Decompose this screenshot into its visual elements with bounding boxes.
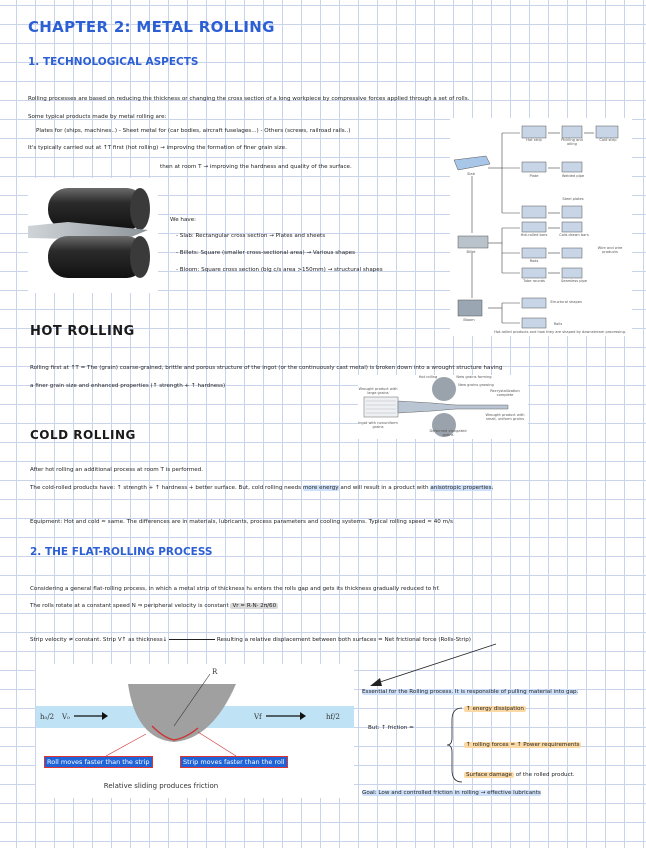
friction-figure [36,664,354,798]
flow-label-hot-strip: Hot strip [526,138,542,142]
fig-hf-label: hf/2 [326,713,340,721]
energy-dissipation [464,705,526,713]
strip-faster-label: Strip moves faster than the roll [180,756,288,768]
hot-rolling-heading: HOT ROLLING [30,324,135,339]
goal-text: Goal: Low and controlled friction in rolling → effective lubricants [362,790,541,796]
cold-line-3: Equipment: Hot and cold ≈ same. The differences are in materials, lubricants, process parameters and cooling systems. Typical rolling speed ≈ 40 m/s [30,519,453,525]
flow-label-structural: Structural shapes [550,300,582,304]
flow-label-seamless-pipe: Seamless pipe [560,279,588,283]
grain-label-new-growing: New grains growing [458,383,494,387]
but-friction-label: But: ↑ friction = [368,725,414,731]
flow-label-welded-pipe: Welded pipe [561,174,585,178]
s2-line-3-a: Strip velocity ≠ constant. Strip V↑ as thickness↓ [30,637,168,643]
roll-faster-label: Roll moves faster than the strip [44,756,153,768]
flow-label-rods: Rods [529,259,539,263]
grain-label-new-forming: New grains forming [456,375,492,379]
fig-v0-label: V₀ [62,713,70,721]
flow-label-wire: Wire and wire products [597,246,623,254]
flow-label-tube-rounds: Tube rounds [523,279,545,283]
s1-line-2: Some typical products made by metal rolling are: [28,114,167,120]
cold-line-2 [30,484,493,492]
cold-rolling-heading: COLD ROLLING [30,428,136,442]
anisotropic-highlight: anisotropic properties. [430,485,494,491]
flow-label-billet: Billet [466,250,476,254]
hot-rolling-grain-figure [358,375,528,439]
bullet-slab: - Slab: Rectangular cross section → Plates and sheets [176,233,326,239]
flow-label-cold-drawn-bars: Cold-drawn bars [559,233,589,237]
bullet-bloom: - Bloom: Square cross section (big c/s area >150mm) → structural shapes [176,267,383,273]
goal-note [362,789,541,797]
fig-radius-label: R [212,668,218,676]
bullet-billets: - Billets: Square (smaller cross-sectional area) → Various shapes [176,250,356,256]
friction-figure-caption: Relative sliding produces friction [103,782,219,790]
flow-label-cold-strip: Cold strip [599,138,617,142]
flow-label-hot-rolled-bars: Hot-rolled bars [520,233,548,237]
more-energy-highlight: more energy [302,485,339,491]
hot-line-1: Rolling first at ↑T = The (grain) coarse-grained, brittle and porous structure of the ingot (or the continuously cast metal) is broken down into a wrought structure having [30,365,503,371]
flow-label-pickling: Pickling and oiling [561,138,583,146]
cold-line-2-c: and will result in a product with [340,485,429,491]
damage-rest: of the rolled product. [515,772,575,778]
s2-line-2 [30,602,278,610]
cold-line-2-a: The cold-rolled products have: ↑ strength + ↑ hardness + better surface. But, cold rolling needs [30,485,302,491]
hot-line-2: a finer grain size and enhanced properties (↑ strength + ↑ hardness) [30,383,226,389]
s1-line-5: then at room T → improving the hardness and quality of the surface. [160,164,352,170]
friction-brace [446,706,466,784]
velocity-formula: Vr = R·N· 2π/60 [232,603,277,609]
arrow-to-essential [360,640,500,690]
s2-line-2-b: ⇒ peripheral velocity is constant [137,603,229,609]
grain-label-wrought-small: Wrought product with small, uniform grains [485,413,525,421]
surface-damage [464,771,575,779]
grain-label-wrought-large: Wrought product with large grains [358,387,398,395]
flow-label-plate: Plate [529,174,539,178]
flow-label-rails: Rails [553,322,563,326]
energy-text: ↑ energy dissipation [466,706,524,712]
grain-label-recrystallization: Recrystallization complete [490,389,520,397]
rolling-forces [464,741,581,749]
forces-text: ↑ rolling forces = ↑ Power requirements [466,742,580,748]
s2-line-1: Considering a general flat-rolling process, in which a metal strip of thickness h₀ enters the rolls gap and gets its thickness gradually reduced to hf. [30,586,440,592]
s2-line-3-b: Resulting a relative displacement between both surfaces = Net frictional force (Rolls-Strip) [216,637,471,643]
s1-line-1: Rolling processes are based on reducing the thickness or changing the cross section of a long workpiece by compressive forces applied through a set of rolls. [28,96,470,102]
s2-line-2-a: The rolls rotate at a constant speed N [30,603,136,609]
s1-line-4: It's typically carried out at ↑T first (hot rolling) → improving the formation of finer grain size. [28,145,287,151]
rolling-mill-image [28,178,158,293]
essential-note [362,688,578,696]
grain-label-hot-rolling: Hot rolling [418,375,438,379]
flow-label-bloom: Bloom [463,318,475,322]
we-have-label: We have: [170,217,197,223]
flow-label-slab: Slab [467,172,475,176]
grain-label-ingot: Ingot with nonuniform grains [358,421,398,429]
section-2-heading: 2. THE FLAT-ROLLING PROCESS [30,546,213,558]
cold-line-1: After hot rolling an additional process at room T is performed. [30,467,204,473]
essential-text: Essential for the Rolling process. It is responsible of pulling material into gap. [362,689,579,695]
section-1-heading: 1. TECHNOLOGICAL ASPECTS [28,56,199,68]
s1-line-3: Plates for (ships, machines..) - Sheet metal for (car bodies, aircraft fuselages...) - Others (screws, railroad rails..) [36,128,351,134]
fig-vf-label: Vf [254,713,262,721]
chapter-title: CHAPTER 2: METAL ROLLING [28,18,275,36]
rolled-products-diagram [450,118,632,336]
flow-caption: Hot-rolled products and how they are shaped by downstream processing. [493,330,626,334]
fig-h0-label: h₀/2 [40,713,55,721]
flow-label-steel-plates: Steel plates [562,197,584,201]
grain-label-deformed: Deformed elongated grains [429,429,467,437]
damage-text: Surface damage [466,772,512,778]
